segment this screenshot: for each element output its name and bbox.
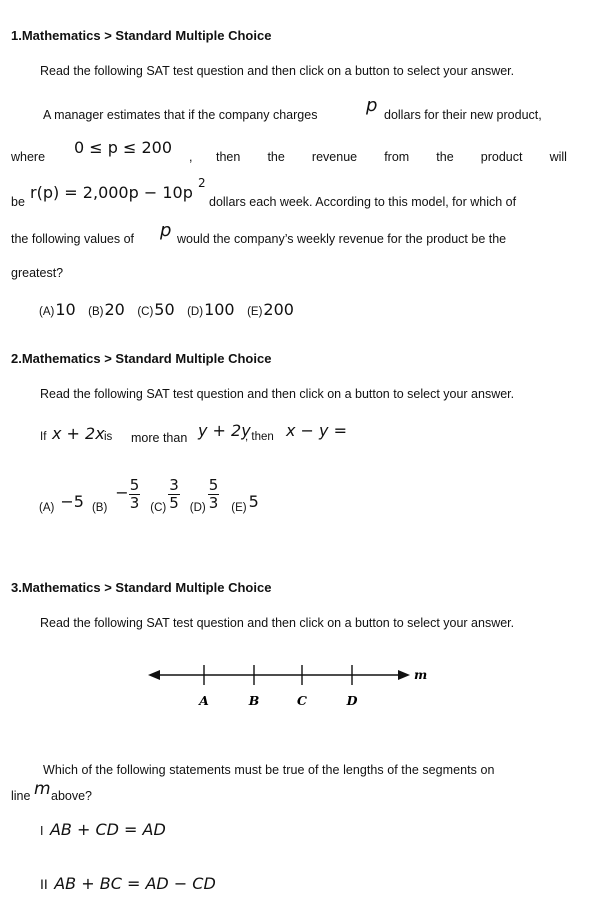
choice-letter[interactable]: (D) [187,306,204,318]
number-line-diagram [140,658,440,714]
choice-letter[interactable]: (C) [150,502,167,514]
q1-header: 1.Mathematics > Standard Multiple Choice [11,28,272,43]
q1-word: will [549,150,567,164]
choice-letter[interactable]: (A) [39,502,55,514]
q1-word: revenue [311,150,358,164]
frac-den: 3 [208,493,219,512]
point-label-c: C [297,693,307,708]
statement-1 [40,820,166,840]
q3-line-var: m [34,779,51,799]
frac-num: 3 [169,475,179,494]
choice-value[interactable]: 5 [248,491,259,511]
q1-word: the [436,150,454,164]
q1-inequality: 0 ≤ p ≤ 200 [74,138,173,157]
q1-word: then [216,150,241,164]
q2-expr3: x − y = [286,421,348,440]
q1-revenue-fn: r(p) = 2,000p − 10p [30,183,193,202]
q3-instruction: Read the following SAT test question and then click on a button to select your answer. [40,616,515,630]
frac-num: 5 [129,475,140,494]
choice-value[interactable]: −5 [60,491,84,511]
q2-if: If [40,431,47,443]
q1-choices [39,300,294,320]
q1-where: where [11,150,46,164]
point-label-d: D [346,693,358,708]
statement-expr: AB + BC = AD − CD [54,874,216,893]
q3-above: above? [51,789,93,803]
q1-line4-head: the following values of [11,232,134,246]
q1-var-p: p [366,95,378,116]
choice-value[interactable]: 200 [263,300,294,319]
q1-line1-tail: dollars for their new product, [384,108,542,122]
point-label-a: A [199,693,209,708]
statement-roman: I [40,824,44,838]
point-label-b: B [248,693,260,708]
q1-word: from [384,150,410,164]
q3-line-word: line [11,789,31,803]
line-label-m: m [414,667,428,682]
choice-fraction[interactable] [168,477,180,512]
choice-fraction[interactable] [208,477,220,512]
q1-word: product [480,150,523,164]
frac-num: 5 [208,475,219,494]
choice-fraction[interactable] [129,477,141,512]
q1-instruction: Read the following SAT test question and then click on a button to select your answer. [40,64,515,78]
statement-roman: II [40,876,48,892]
q3-header: 3.Mathematics > Standard Multiple Choice [11,580,272,595]
choice-letter[interactable]: (E) [247,306,263,318]
statement-2 [40,874,216,894]
choice-letter[interactable]: (E) [231,502,247,514]
arrow-left-icon [148,670,160,680]
choice-value[interactable]: 10 [55,300,76,319]
choice-letter[interactable]: (B) [88,306,104,318]
statement-expr: AB + CD = AD [49,820,166,839]
q2-is: is [104,431,113,443]
frac-den: 3 [129,493,140,512]
q2-choices [39,474,259,514]
choice-letter[interactable]: (C) [137,306,154,318]
choice-letter[interactable]: (D) [189,502,206,514]
choice-letter[interactable]: (B) [91,502,108,514]
q1-comma: , [189,150,193,164]
q2-more-than: more than [131,431,188,445]
arrow-right-icon [398,670,410,680]
choice-letter[interactable]: (A) [39,306,55,318]
q1-line3-tail: dollars each week. According to this model, for which of [209,195,517,209]
choice-value[interactable]: 50 [154,300,175,319]
choice-value[interactable]: 100 [204,300,235,319]
q1-be: be [11,195,25,209]
q1-then-line [216,150,567,164]
q1-var-p2: p [160,220,172,241]
choice-value[interactable]: 20 [104,300,125,319]
q2-expr2: y + 2y [198,421,251,440]
q2-then: , then [245,431,274,443]
q2-expr1: x + 2x [52,424,105,443]
q1-line4-tail: would the company’s weekly revenue for the product be the [177,232,507,246]
q3-question-line1: Which of the following statements must be true of the lengths of the segments on [43,763,495,777]
q2-header: 2.Mathematics > Standard Multiple Choice [11,351,272,366]
q2-instruction: Read the following SAT test question and then click on a button to select your answer. [40,387,515,401]
q1-line1-text: A manager estimates that if the company charges [43,108,318,122]
q1-word: the [267,150,285,164]
q1-line5: greatest? [11,266,64,280]
frac-den: 5 [169,493,179,512]
q1-exponent: 2 [198,176,206,190]
choice-sign[interactable]: − [115,482,129,502]
